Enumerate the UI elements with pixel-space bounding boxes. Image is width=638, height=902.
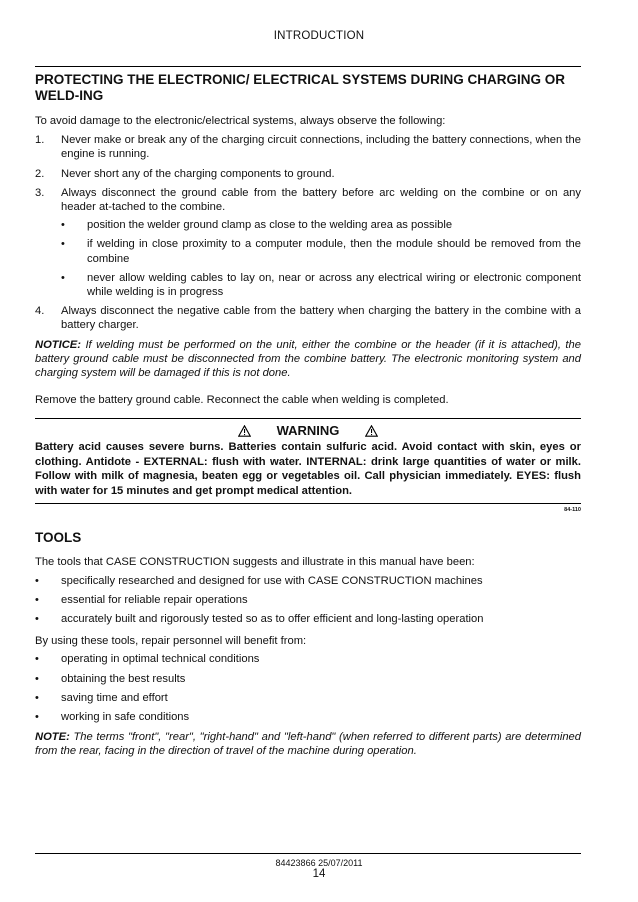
notice-text: If welding must be performed on the unit, either the combine or the header (if it is attached), the battery ground cable must be disconnected from the combine battery. The electronic monitoring system and charging system will be damaged if this is not done. bbox=[35, 338, 581, 380]
step-number: 3. bbox=[35, 186, 45, 199]
step-number: 1. bbox=[35, 134, 45, 147]
warning-box bbox=[35, 415, 581, 513]
bullet-icon: • bbox=[35, 593, 39, 606]
notice-label: NOTICE: bbox=[35, 338, 81, 351]
bullet-icon: • bbox=[61, 238, 65, 251]
bullet-icon: • bbox=[35, 653, 39, 666]
bullet-text: working in safe conditions bbox=[61, 711, 190, 724]
warning-top-rule bbox=[35, 418, 581, 419]
warning-triangle-icon bbox=[365, 425, 378, 437]
bullet-icon: • bbox=[35, 574, 39, 587]
notice-paragraph bbox=[35, 338, 581, 381]
bullet-text: never allow welding cables to lay on, near or across any electrical wiring or electronic component while welding is in progress bbox=[87, 271, 581, 299]
step-text: Never make or break any of the charging circuit connections, including the battery connections, when the engine is running. bbox=[61, 134, 581, 161]
step-number: 2. bbox=[35, 167, 45, 180]
bullet-text: obtaining the best results bbox=[61, 672, 186, 685]
list-item bbox=[35, 652, 581, 666]
bullet-icon: • bbox=[35, 711, 39, 724]
list-item bbox=[35, 612, 581, 626]
list-item bbox=[61, 271, 581, 299]
step-number: 4. bbox=[35, 305, 45, 318]
list-item bbox=[35, 710, 581, 724]
step-text: Always disconnect the ground cable from the battery before arc welding on the combine or on any header at-tached to the combine. bbox=[61, 186, 581, 214]
running-header: INTRODUCTION bbox=[273, 30, 365, 42]
warning-bottom-rule bbox=[35, 503, 581, 504]
bullet-icon: • bbox=[35, 691, 39, 704]
list-item bbox=[61, 218, 581, 232]
warning-triangle-icon bbox=[238, 425, 251, 437]
list-item bbox=[35, 167, 581, 181]
list-item bbox=[35, 691, 581, 705]
bullet-icon: • bbox=[61, 271, 65, 284]
bullet-icon: • bbox=[35, 613, 39, 626]
step-text: Always disconnect the negative cable from the battery when charging the battery in the combine with a battery charger. bbox=[61, 305, 581, 332]
tools-bullet-list bbox=[35, 574, 581, 627]
main-content bbox=[35, 66, 581, 759]
list-item bbox=[35, 186, 581, 299]
bullet-text: accurately built and rigorously tested so as to offer efficient and long-lasting operation bbox=[61, 613, 484, 626]
list-item bbox=[35, 672, 581, 686]
warning-title: WARNING bbox=[276, 423, 340, 439]
bullet-text: essential for reliable repair operations bbox=[61, 593, 248, 606]
bullet-text: if welding in close proximity to a computer module, then the module should be removed from the combine bbox=[87, 238, 581, 265]
steps-list bbox=[35, 133, 581, 332]
remove-cable-paragraph: Remove the battery ground cable. Reconnect the cable when welding is completed. bbox=[35, 394, 449, 407]
tools-benefit-intro: By using these tools, repair personnel will benefit from: bbox=[35, 635, 307, 648]
bullet-text: specifically researched and designed for use with CASE CONSTRUCTION machines bbox=[61, 574, 483, 587]
list-item bbox=[35, 304, 581, 332]
section-title-protecting: PROTECTING THE ELECTRONIC/ ELECTRICAL SYSTEMS DURING CHARGING OR WELD-ING bbox=[35, 72, 566, 103]
sub-bullet-list bbox=[61, 218, 581, 299]
section-rule bbox=[35, 66, 581, 67]
intro-paragraph: To avoid damage to the electronic/electrical systems, always observe the following: bbox=[35, 115, 446, 127]
note-label: NOTE: bbox=[35, 731, 70, 744]
section-title-tools: TOOLS bbox=[35, 530, 82, 546]
note-text: The terms "front", "rear", "right-hand" and "left-hand" (when referred to different parts) are determined from the rear, facing in the direction of travel of the machine during operation. bbox=[35, 731, 581, 758]
tools-intro: The tools that CASE CONSTRUCTION suggests and illustrate in this manual have been: bbox=[35, 556, 475, 569]
list-item bbox=[35, 593, 581, 607]
warning-code: 84-110 bbox=[564, 507, 581, 514]
bullet-text: saving time and effort bbox=[61, 691, 168, 704]
list-item bbox=[35, 574, 581, 588]
list-item bbox=[61, 237, 581, 265]
footer-document-id: 84423866 25/07/2011 bbox=[275, 858, 363, 868]
note-paragraph bbox=[35, 730, 581, 758]
step-text: Never short any of the charging components to ground. bbox=[61, 167, 335, 180]
page-number: 14 bbox=[312, 868, 326, 880]
bullet-text: position the welder ground clamp as close to the welding area as possible bbox=[87, 219, 453, 232]
benefits-bullet-list bbox=[35, 652, 581, 724]
warning-title-row bbox=[35, 423, 581, 439]
warning-text: Battery acid causes severe burns. Batteries contain sulfuric acid. Avoid contact with skin, eyes or clothing. Antidote - EXTERNAL: flush with water. INTERNAL: drink large quantities of water or milk. Follow with milk of magnesia, beaten egg or vegetables oil. Call physician immediately. EYES: flush with water for 15 minutes and get prompt medical attention. bbox=[35, 441, 581, 497]
bullet-text: operating in optimal technical conditions bbox=[61, 653, 260, 666]
list-item bbox=[35, 133, 581, 161]
footer-rule bbox=[35, 853, 581, 854]
bullet-icon: • bbox=[61, 219, 65, 232]
bullet-icon: • bbox=[35, 672, 39, 685]
